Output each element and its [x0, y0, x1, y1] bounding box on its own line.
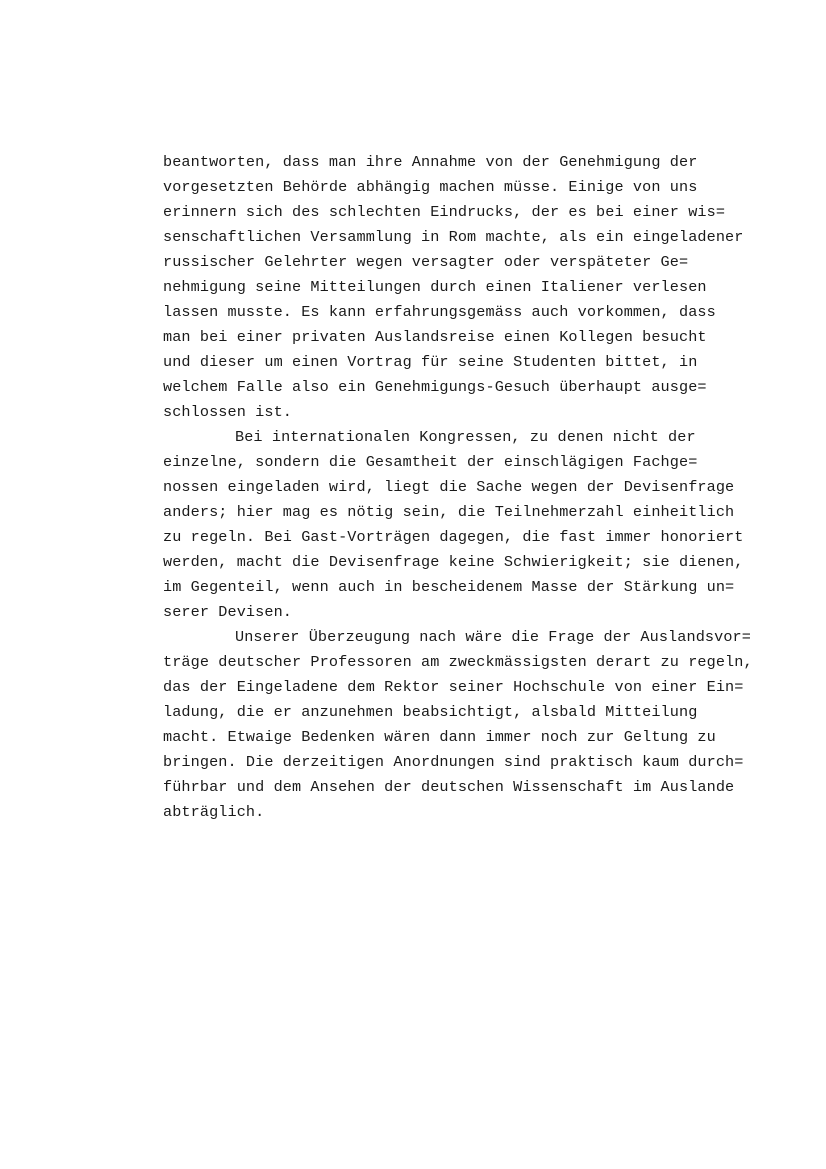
text-line: einzelne, sondern die Gesamtheit der einschlägigen Fachge=	[163, 453, 698, 471]
text-line: führbar und dem Ansehen der deutschen Wissenschaft im Auslande	[163, 778, 735, 796]
text-line: welchem Falle also ein Genehmigungs-Gesuch überhaupt ausge=	[163, 378, 707, 396]
text-line: vorgesetzten Behörde abhängig machen müsse. Einige von uns	[163, 178, 698, 196]
paragraph-1	[163, 150, 823, 425]
text-line: und dieser um einen Vortrag für seine Studenten bittet, in	[163, 353, 698, 371]
paragraph-3	[163, 625, 823, 825]
text-line-indented: Unserer Überzeugung nach wäre die Frage der Auslandsvor=	[235, 628, 751, 646]
text-line: nossen eingeladen wird, liegt die Sache wegen der Devisenfrage	[163, 478, 735, 496]
text-line: bringen. Die derzeitigen Anordnungen sind praktisch kaum durch=	[163, 753, 744, 771]
text-line: abträglich.	[163, 803, 265, 821]
text-line: lassen musste. Es kann erfahrungsgemäss auch vorkommen, dass	[163, 303, 716, 321]
text-line: macht. Etwaige Bedenken wären dann immer noch zur Geltung zu	[163, 728, 716, 746]
body-text	[163, 150, 823, 825]
text-line: schlossen ist.	[163, 403, 292, 421]
text-line: serer Devisen.	[163, 603, 292, 621]
text-line: senschaftlichen Versammlung in Rom machte, als ein eingeladener	[163, 228, 744, 246]
text-line: ladung, die er anzunehmen beabsichtigt, alsbald Mitteilung	[163, 703, 698, 721]
text-line: nehmigung seine Mitteilungen durch einen Italiener verlesen	[163, 278, 707, 296]
text-line: russischer Gelehrter wegen versagter oder verspäteter Ge=	[163, 253, 689, 271]
text-line: man bei einer privaten Auslandsreise einen Kollegen besucht	[163, 328, 707, 346]
text-line: das der Eingeladene dem Rektor seiner Hochschule von einer Ein=	[163, 678, 744, 696]
text-line: beantworten, dass man ihre Annahme von der Genehmigung der	[163, 153, 698, 171]
text-line: im Gegenteil, wenn auch in bescheidenem Masse der Stärkung un=	[163, 578, 735, 596]
text-line: träge deutscher Professoren am zweckmässigsten derart zu regeln,	[163, 653, 753, 671]
text-line: anders; hier mag es nötig sein, die Teilnehmerzahl einheitlich	[163, 503, 735, 521]
text-line: zu regeln. Bei Gast-Vorträgen dagegen, die fast immer honoriert	[163, 528, 744, 546]
text-line-indented: Bei internationalen Kongressen, zu denen nicht der	[235, 428, 696, 446]
paragraph-2	[163, 425, 823, 625]
text-line: werden, macht die Devisenfrage keine Schwierigkeit; sie dienen,	[163, 553, 744, 571]
text-line: erinnern sich des schlechten Eindrucks, der es bei einer wis=	[163, 203, 726, 221]
